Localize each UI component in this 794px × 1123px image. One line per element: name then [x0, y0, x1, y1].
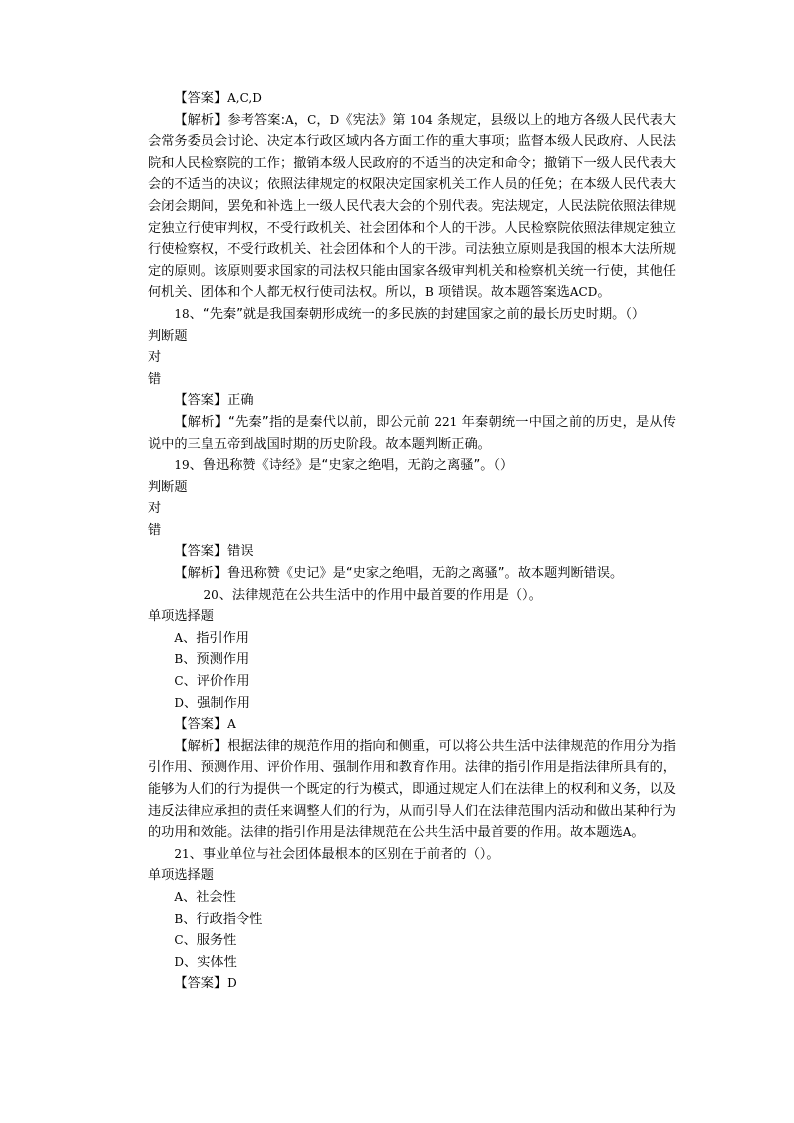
question-stem-20: 20、法律规范在公共生活中的作用中最首要的作用是（）。 — [203, 587, 542, 603]
option-18-true: 对 — [148, 350, 162, 366]
question-type-18: 判断题 — [148, 328, 188, 344]
option-21-b: B、行政指令性 — [174, 911, 263, 927]
option-19-true: 对 — [148, 501, 162, 517]
latin-run: B — [174, 652, 184, 667]
answer-line-q17: 【答案】A,C,D — [174, 91, 262, 106]
latin-run: D — [329, 112, 340, 127]
answer-line-q21: 【答案】D — [174, 976, 237, 992]
document-text-body — [148, 88, 676, 995]
question-type-19: 判断题 — [148, 479, 188, 495]
latin-run: A — [174, 889, 184, 904]
question-stem-21: 21、事业单位与社会团体最根本的区别在于前者的（）。 — [174, 846, 500, 862]
option-21-d: D、实体性 — [174, 954, 237, 970]
option-21-c: C、服务性 — [174, 933, 237, 949]
latin-run: C — [174, 674, 184, 689]
answer-line-q18: 【答案】正确 — [174, 393, 254, 409]
answer-line-q19: 【答案】错误 — [174, 544, 254, 560]
latin-run: A — [227, 717, 236, 732]
option-20-b: B、预测作用 — [174, 652, 250, 668]
analysis-paragraph-q18: 【解析】“先秦”指的是秦代以前，即公元前 221 年秦朝统一中国之前的历史，是从传说中的三皇五帝到战国时期的历史阶段。故本题判断正确。 — [148, 414, 676, 452]
latin-run: 19 — [174, 458, 190, 473]
option-20-c: C、评价作用 — [174, 674, 250, 690]
latin-run: B — [174, 911, 184, 926]
latin-run: 21 — [174, 846, 190, 861]
latin-run: ACD — [569, 285, 598, 300]
latin-run: D — [174, 695, 185, 710]
latin-run: C — [307, 112, 317, 127]
option-19-false: 错 — [148, 522, 162, 538]
latin-run: D — [174, 954, 185, 969]
analysis-paragraph-q19: 【解析】鲁迅称赞《史记》是“史家之绝唱，无韵之离骚”。故本题判断错误。 — [174, 566, 624, 582]
question-stem-19: 19、鲁迅称赞《诗经》是“史家之绝唱，无韵之离骚”。（） — [174, 458, 514, 474]
option-20-a: A、指引作用 — [174, 630, 249, 646]
latin-run: A — [174, 630, 184, 645]
latin-run: A — [622, 825, 632, 840]
question-type-20: 单项选择题 — [148, 609, 214, 625]
latin-run: D — [227, 976, 237, 991]
option-18-false: 错 — [148, 371, 162, 387]
latin-run: 104 — [409, 112, 433, 127]
latin-run: A — [285, 112, 294, 127]
analysis-paragraph-q17: 【解析】参考答案:A，C，D《宪法》第 104 条规定，县级以上的地方各级人民代表大会常务委员会讨论、决定本行政区域内各方面工作的重大事项；监督本级人民政府、人民法院和人民检察院的工作；撤销本级人民政府的不适当的决定和命令；撤销下一级人民代表大会的不适当的决议；依照法律规定的权限决定国家机关工作人员的任免；在本级人民代表大会闭会期间，罢免和补选上一级人民代表大会的个别代表。宪法规定，人民法院依照法律规定独立行使审判权，不受行政机关、社会团体和个人的干涉。人民检察院依照法律规定独立行使检察权，不受行政机关、社会团体和个人的干涉。司法独立原则是我国的根本大法所规定的原则。该原则要求国家的司法权只能由国家各级审判机关和检察机关统一行使，其他任何机关、团体和个人都无权行使司法权。所以，B 项错误。故本题答案选ACD。 — [148, 112, 676, 301]
latin-run: 221 — [434, 414, 458, 429]
option-20-d: D、强制作用 — [174, 695, 250, 711]
latin-run: C — [174, 933, 184, 948]
latin-run: 20 — [203, 587, 219, 602]
analysis-paragraph-q20: 【解析】根据法律的规范作用的指向和侧重，可以将公共生活中法律规范的作用分为指引作用、预测作用、评价作用、强制作用和教育作用。法律的指引作用是指法律所具有的，能够为人们的行为提供一个既定的行为模式，即通过规定人们在法律上的权利和义务，以及违反法律应承担的责任来调整人们的行为，从而引导人们在法律范围内活动和做出某种行为的功用和效能。法律的指引作用是法律规范在公共生活中最首要的作用。故本题选A。 — [148, 738, 676, 841]
latin-run: 18 — [174, 306, 190, 321]
latin-run: A,C,D — [227, 91, 262, 105]
option-21-a: A、社会性 — [174, 889, 236, 905]
answer-line-q20: 【答案】A — [174, 717, 236, 733]
question-stem-18: 18、“先秦”就是我国秦朝形成统一的多民族的封建国家之前的最长历史时期。（） — [174, 306, 646, 322]
question-type-21: 单项选择题 — [148, 868, 214, 884]
latin-run: B — [424, 285, 434, 300]
